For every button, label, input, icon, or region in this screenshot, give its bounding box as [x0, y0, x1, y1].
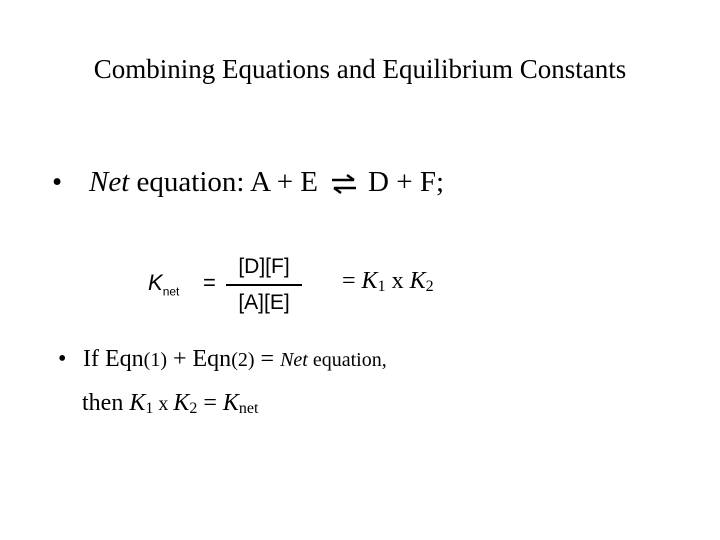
net-equation-left: equation: A + E — [129, 166, 319, 198]
bullet-net-equation — [52, 166, 444, 199]
bullet-if-eqn: • If Eqn(1) + Eqn(2) = Net equation, — [58, 346, 387, 372]
k-net-symbol: $K_{net}$ — [148, 270, 180, 299]
bullet-dot: • — [52, 166, 63, 198]
equilibrium-arrows-icon — [330, 174, 358, 194]
bullet-dot: • — [58, 346, 67, 372]
k-product: = $K_1$ x $K_2$ — [342, 268, 434, 295]
fraction-bar — [226, 284, 302, 286]
net-equation-right: D + F; — [368, 166, 444, 198]
fraction-numerator: [D][F] — [238, 255, 290, 278]
then-statement: then $K_1$ x $K_2 = K_{net}$ — [82, 390, 259, 417]
net-word: Net — [89, 166, 130, 198]
fraction-denominator: [A][E] — [238, 291, 290, 314]
concentration-fraction — [226, 253, 302, 317]
k-equals-sign: = — [203, 270, 216, 295]
slide-title: Combining Equations and Equilibrium Constants — [93, 54, 627, 84]
k-net-expression — [148, 253, 308, 321]
